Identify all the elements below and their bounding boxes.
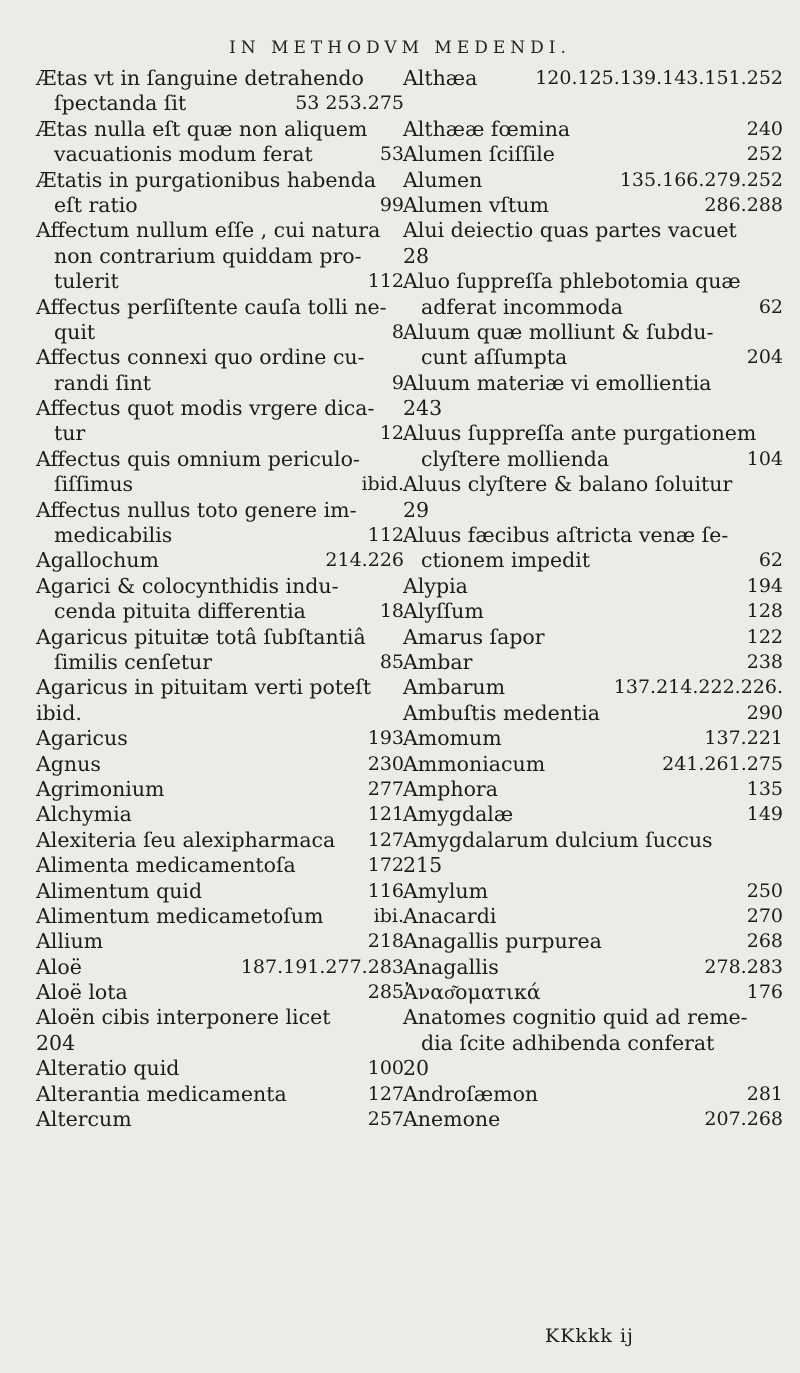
index-entry (36, 498, 404, 523)
entry-text: Alimenta medicamentoſa (36, 853, 296, 878)
index-entry (36, 66, 404, 91)
index-column-right (403, 66, 783, 1132)
entry-page-number: 135.166.279.252 (619, 168, 783, 191)
entry-text: Alyſſum (403, 599, 484, 624)
entry-text: Alchymia (36, 802, 132, 827)
index-entry (36, 396, 404, 421)
entry-text: dia ſcite adhibenda conferat (421, 1030, 715, 1055)
index-entry (36, 929, 404, 954)
index-entry (36, 879, 404, 904)
entry-text: Alumen ſciſſile (403, 142, 555, 167)
entry-text: Allium (36, 929, 104, 954)
entry-page-number: 62 (758, 549, 783, 572)
entry-text: Alimentum medicametoſum (36, 903, 324, 928)
entry-text: Aloë (36, 954, 82, 979)
entry-text: Androſæmon (403, 1081, 539, 1106)
index-entry (403, 929, 783, 954)
entry-page-number: 285 (367, 981, 404, 1004)
entry-text: Anagallis purpurea (403, 929, 602, 954)
entry-text: Ammoniacum (403, 751, 546, 776)
entry-text: Ætas vt in ſanguine detrahendo (36, 66, 364, 90)
index-entry (403, 523, 783, 548)
index-entry (36, 421, 404, 446)
entry-text: cenda pituita differentia (54, 599, 306, 624)
index-entry (403, 548, 783, 573)
entry-text: ſpectanda ſit (54, 91, 187, 116)
index-entry (403, 295, 783, 320)
entry-page-number: 62 (758, 295, 783, 318)
entry-page-number: 214.226 (325, 549, 404, 572)
entry-text: cunt aſſumpta (421, 345, 568, 370)
entry-text: vacuationis modum ferat (54, 142, 313, 167)
index-entry (403, 853, 783, 878)
entry-page-number: 277 (367, 777, 404, 800)
entry-page-number: 187.191.277.283 (240, 955, 404, 978)
entry-text: Ambuſtis medentia (403, 700, 601, 725)
index-entry (403, 625, 783, 650)
index-entry (36, 904, 404, 929)
entry-page-number: 250 (746, 879, 783, 902)
index-entry (36, 802, 404, 827)
index-entry (36, 1107, 404, 1132)
entry-text: Affectus perſiſtente cauſa tolli ne- (36, 294, 387, 319)
index-entry (403, 1005, 783, 1030)
entry-text: Anatomes cognitio quid ad reme- (403, 1005, 748, 1030)
entry-text: Althææ fœmina (403, 116, 571, 141)
entry-text: Aluus fæcibus aſtricta venæ ſe- (403, 523, 729, 548)
index-entry (403, 904, 783, 929)
entry-text: tulerit (54, 269, 119, 294)
index-entry (403, 701, 783, 726)
index-entry (403, 218, 783, 243)
entry-text: ſiſſimus (54, 472, 134, 497)
index-entry (36, 548, 404, 573)
entry-page-number: 241.261.275 (662, 752, 783, 775)
entry-page-number: 193 (367, 727, 404, 750)
entry-page-number: 204 (746, 346, 783, 369)
index-entry (36, 345, 404, 370)
entry-text: Affectus quot modis vrgere dica- (36, 396, 375, 421)
entry-page-number: 137.221 (704, 727, 783, 750)
entry-text: Amomum (403, 726, 502, 751)
entry-text: Agallochum (36, 548, 159, 573)
entry-page-number: 278.283 (704, 955, 783, 978)
index-entry (403, 396, 783, 421)
index-entry (36, 523, 404, 548)
index-entry (403, 193, 783, 218)
entry-page-number: 257 (367, 1108, 404, 1131)
entry-text: Agrimonium (36, 776, 165, 801)
index-entry (403, 91, 783, 116)
entry-page-number: 127 (367, 1082, 404, 1105)
index-entry (36, 244, 404, 269)
entry-text: Alteratio quid (36, 1056, 180, 1081)
entry-text: Altercum (36, 1107, 132, 1132)
running-head: IN METHODVM MEDENDI. (229, 38, 571, 58)
entry-page-number: 268 (746, 930, 783, 953)
index-entry (36, 726, 404, 751)
entry-text: Anemone (403, 1107, 501, 1132)
index-entry (36, 142, 404, 167)
entry-text: Ætatis in purgationibus habenda (36, 167, 377, 192)
index-entry (403, 1056, 783, 1081)
entry-text: Agaricus in pituitam verti poteſt (36, 675, 372, 700)
entry-text: 243 (403, 396, 443, 421)
entry-page-number: 53 (379, 143, 404, 166)
entry-text: Ambarum (403, 675, 506, 700)
entry-text: Alexiteria ſeu alexipharmaca (36, 827, 336, 852)
index-entry (403, 1082, 783, 1107)
entry-page-number: 128 (746, 600, 783, 623)
index-entry (36, 701, 404, 726)
entry-text: Agaricus pituitæ totâ ſubſtantiâ (36, 624, 366, 649)
entry-page-number: 104 (746, 447, 783, 470)
entry-text: Amphora (403, 776, 498, 801)
entry-text: Ἀνασ͂ομαтικά (403, 980, 541, 1005)
index-entry (36, 1031, 404, 1056)
index-entry (403, 777, 783, 802)
entry-page-number: 53 253.275 (295, 92, 404, 115)
index-entry (403, 802, 783, 827)
entry-text: Alumen (403, 167, 483, 192)
entry-page-number: 281 (746, 1082, 783, 1105)
index-entry (403, 650, 783, 675)
entry-page-number: 252 (746, 143, 783, 166)
entry-text: Affectus connexi quo ordine cu- (36, 345, 365, 370)
index-entry (403, 726, 783, 751)
index-entry (403, 320, 783, 345)
entry-text: Alterantia medicamenta (36, 1081, 287, 1106)
index-entry (36, 599, 404, 624)
entry-page-number: 8 (391, 320, 404, 343)
index-entry (403, 752, 783, 777)
entry-page-number: 290 (746, 701, 783, 724)
printer-signature: KKkkk ij (545, 1325, 634, 1347)
entry-text: Amygdalarum dulcium ſuccus (403, 827, 713, 852)
entry-page-number: 121 (367, 803, 404, 826)
index-entry (403, 1107, 783, 1132)
entry-text: Aloë lota (36, 980, 128, 1005)
entry-page-number: 194 (746, 574, 783, 597)
index-entry (36, 193, 404, 218)
index-entry (36, 777, 404, 802)
entry-text: medicabilis (54, 523, 173, 548)
index-entry (403, 675, 783, 700)
index-entry (36, 980, 404, 1005)
index-entry (36, 1005, 404, 1030)
entry-page-number: 116 (367, 879, 404, 902)
index-entry (36, 218, 404, 243)
entry-text: Affectus quis omnium periculo- (36, 446, 360, 471)
entry-page-number: 135 (746, 777, 783, 800)
entry-page-number: 172 (367, 854, 404, 877)
entry-text: Anacardi (403, 903, 497, 928)
entry-text: Affectum nullum eſſe , cui natura (36, 218, 381, 243)
entry-page-number: ibid. (361, 473, 404, 496)
index-entry (403, 244, 783, 269)
entry-text: Aluus clyſtere & balano ſoluitur (403, 472, 733, 497)
entry-text: Althæa (403, 66, 478, 90)
index-entry (36, 117, 404, 142)
index-entry (403, 421, 783, 446)
entry-text: ctionem impedit (421, 548, 591, 573)
entry-text: Agnus (36, 751, 101, 776)
entry-text: Amygdalæ (403, 802, 514, 827)
entry-text: Agaricus (36, 726, 128, 751)
entry-text: Amylum (403, 878, 489, 903)
index-entry (403, 472, 783, 497)
index-entry (403, 66, 783, 91)
entry-page-number: 85 (379, 650, 404, 673)
index-entry (36, 91, 404, 116)
entry-text: clyſtere mollienda (421, 446, 610, 471)
entry-page-number: 207.268 (704, 1108, 783, 1131)
entry-page-number: 286.288 (704, 193, 783, 216)
index-entry (36, 828, 404, 853)
entry-page-number: 12 (379, 422, 404, 445)
index-entry (403, 828, 783, 853)
entry-text: non contrarium quiddam pro- (54, 243, 362, 268)
index-entry (36, 447, 404, 472)
entry-text: Ambar (403, 649, 473, 674)
entry-text: Aluum quæ molliunt & ſubdu- (403, 319, 714, 344)
entry-page-number: 18 (379, 600, 404, 623)
entry-page-number: 238 (746, 650, 783, 673)
entry-text: Alumen vſtum (403, 192, 549, 217)
index-entry (403, 345, 783, 370)
index-entry (36, 955, 404, 980)
index-entry (403, 599, 783, 624)
entry-text: 215 (403, 853, 443, 878)
entry-text: Alypia (403, 573, 468, 598)
index-entry (36, 650, 404, 675)
entry-page-number: ibi. (373, 904, 404, 927)
entry-page-number: 137.214.222.226. (613, 676, 783, 699)
index-entry (403, 574, 783, 599)
entry-page-number: 9 (391, 371, 404, 394)
index-entry (403, 879, 783, 904)
entry-text: tur (54, 421, 86, 446)
entry-page-number: 230 (367, 752, 404, 775)
entry-page-number: 112 (367, 524, 404, 547)
entry-page-number: 218 (367, 930, 404, 953)
entry-text: randi ſint (54, 370, 152, 395)
index-entry (36, 675, 404, 700)
index-entry (403, 371, 783, 396)
index-entry (36, 269, 404, 294)
entry-page-number: 127 (367, 828, 404, 851)
index-entry (36, 752, 404, 777)
entry-text: ſimilis cenſetur (54, 649, 213, 674)
entry-text: 20 (403, 1056, 430, 1081)
entry-text: quit (54, 319, 96, 344)
index-entry (36, 371, 404, 396)
entry-page-number: 100 (367, 1057, 404, 1080)
index-entry (403, 168, 783, 193)
index-entry (36, 625, 404, 650)
index-entry (403, 269, 783, 294)
entry-page-number: 149 (746, 803, 783, 826)
entry-text: Aloën cibis interponere licet (36, 1005, 331, 1030)
entry-text: Aluo ſuppreſſa phlebotomia quæ (403, 269, 741, 294)
index-entry (36, 574, 404, 599)
index-entry (403, 447, 783, 472)
entry-page-number: 176 (746, 981, 783, 1004)
entry-text: Aluus ſuppreſſa ante purgationem (403, 421, 757, 446)
index-entry (403, 498, 783, 523)
index-entry (36, 168, 404, 193)
entry-text: ibid. (36, 700, 82, 725)
entry-text: 204 (36, 1030, 76, 1055)
entry-text: eſt ratio (54, 192, 138, 217)
index-entry (403, 1031, 783, 1056)
entry-text: Ætas nulla eſt quæ non aliquem (36, 116, 368, 141)
entry-page-number: 270 (746, 904, 783, 927)
index-entry (36, 295, 404, 320)
index-entry (36, 472, 404, 497)
index-entry (403, 142, 783, 167)
entry-page-number: 120.125.139.143.151.252 (535, 67, 783, 89)
index-column-left (36, 66, 404, 1132)
index-entry (403, 117, 783, 142)
entry-text: Affectus nullus toto genere im- (36, 497, 357, 522)
entry-text: Anagallis (403, 954, 499, 979)
index-entry (403, 980, 783, 1005)
entry-text: Alimentum quid (36, 878, 203, 903)
entry-page-number: 240 (746, 117, 783, 140)
entry-text: Agarici & colocynthidis indu- (36, 573, 339, 598)
index-entry (403, 955, 783, 980)
entry-text: adferat incommoda (421, 294, 623, 319)
index-entry (36, 1056, 404, 1081)
index-entry (36, 853, 404, 878)
entry-text: Amarus ſapor (403, 624, 545, 649)
entry-text: 28 (403, 243, 430, 268)
index-entry (36, 1082, 404, 1107)
index-entry (36, 320, 404, 345)
entry-page-number: 99 (379, 193, 404, 216)
entry-text: 29 (403, 497, 430, 522)
entry-page-number: 112 (367, 270, 404, 293)
entry-text: Alui deiectio quas partes vacuet (403, 218, 737, 243)
entry-text: Aluum materiæ vi emollientia (403, 370, 712, 395)
entry-page-number: 122 (746, 625, 783, 648)
